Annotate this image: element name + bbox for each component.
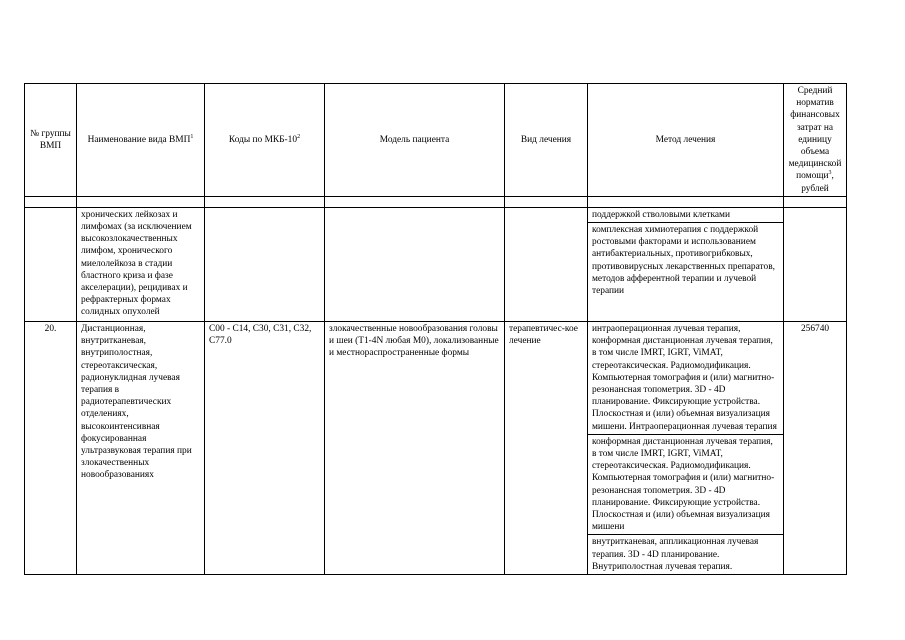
table-header-row [25, 84, 847, 197]
cell-model: злокачественные новообразования головы и шеи (T1-4N любая M0), локализованные и местнораспространенные формы [325, 322, 505, 575]
header-icd-codes: Коды по МКБ-$10^2$ [205, 84, 325, 197]
cell-price: 256740 [784, 322, 847, 575]
cell-treatment: терапевтичес-кое лечение [505, 322, 588, 575]
cell-method: комплексная химиотерапия с поддержкой ростовыми факторами и использованием антибактериальных, противогрибковых, противовирусных лекарственных препаратов, методов афферентной терапии и лучевой терапии [588, 223, 784, 322]
table-row-20 [25, 322, 847, 435]
header-average-cost: Средний норматив финансовых затрат на единицу объема медицинской помощи$^3$, рублей [784, 84, 847, 197]
cell-codes: C00 - C14, C30, C31, C32, C77.0 [205, 322, 325, 575]
column-number-row [25, 196, 847, 207]
cell-method: внутритканевая, аппликационная лучевая терапия. 3D - 4D планирование. Внутриполостная лучевая терапия. [588, 535, 784, 575]
header-treatment-type: Вид лечения [505, 84, 588, 197]
header-patient-model: Модель пациента [325, 84, 505, 197]
cell-vmp-name: хронических лейкозах и лимфомах (за исключением высокозлокачественных лимфом, хронического миелолейкоза в стадии бластного криза и фазе акселерации), рецидивах и рефрактерных формах солидных опухолей [77, 207, 205, 321]
cell-method: интраоперационная лучевая терапия, конформная дистанционная лучевая терапия, в том числе IMRT, IGRT, ViMAT, стереотаксическая. Радиомодификация. Компьютерная томография и (или) магнитно-резонансная топометрия. 3D - 4D планирование. Фиксирующие устройства. Плоскостная и (или) объемная визуализация мишени. Интраоперационная лучевая терапия [588, 322, 784, 435]
cell-codes [205, 207, 325, 321]
header-group-number: № группы ВМП [25, 84, 77, 197]
cell-method: конформная дистанционная лучевая терапия, в том числе IMRT, IGRT, ViMAT, стереотаксическая. Радиомодификация. Компьютерная томография и (или) магнитно-резонансная топометрия. 3D - 4D планирование. Фиксирующие устройства. Плоскостная и (или) объемная визуализация мишени [588, 434, 784, 535]
cell-vmp-name: Дистанционная, внутритканевая, внутриполостная, стереотаксическая, радионуклидная лучевая терапия в радиотерапевтических отделениях, высокоинтенсивная фокусированная ультразвуковая терапия при злокачественных новообразованиях [77, 322, 205, 575]
table-row-continued [25, 207, 847, 222]
cell-number [25, 207, 77, 321]
cell-number: 20. [25, 322, 77, 575]
cell-treatment [505, 207, 588, 321]
cell-model [325, 207, 505, 321]
header-treatment-method: Метод лечения [588, 84, 784, 197]
header-vmp-name: Наименование вида ВМП$^1$ [77, 84, 205, 197]
cell-price [784, 207, 847, 321]
cell-method: поддержкой стволовыми клетками [588, 207, 784, 222]
vmp-table [24, 83, 847, 575]
